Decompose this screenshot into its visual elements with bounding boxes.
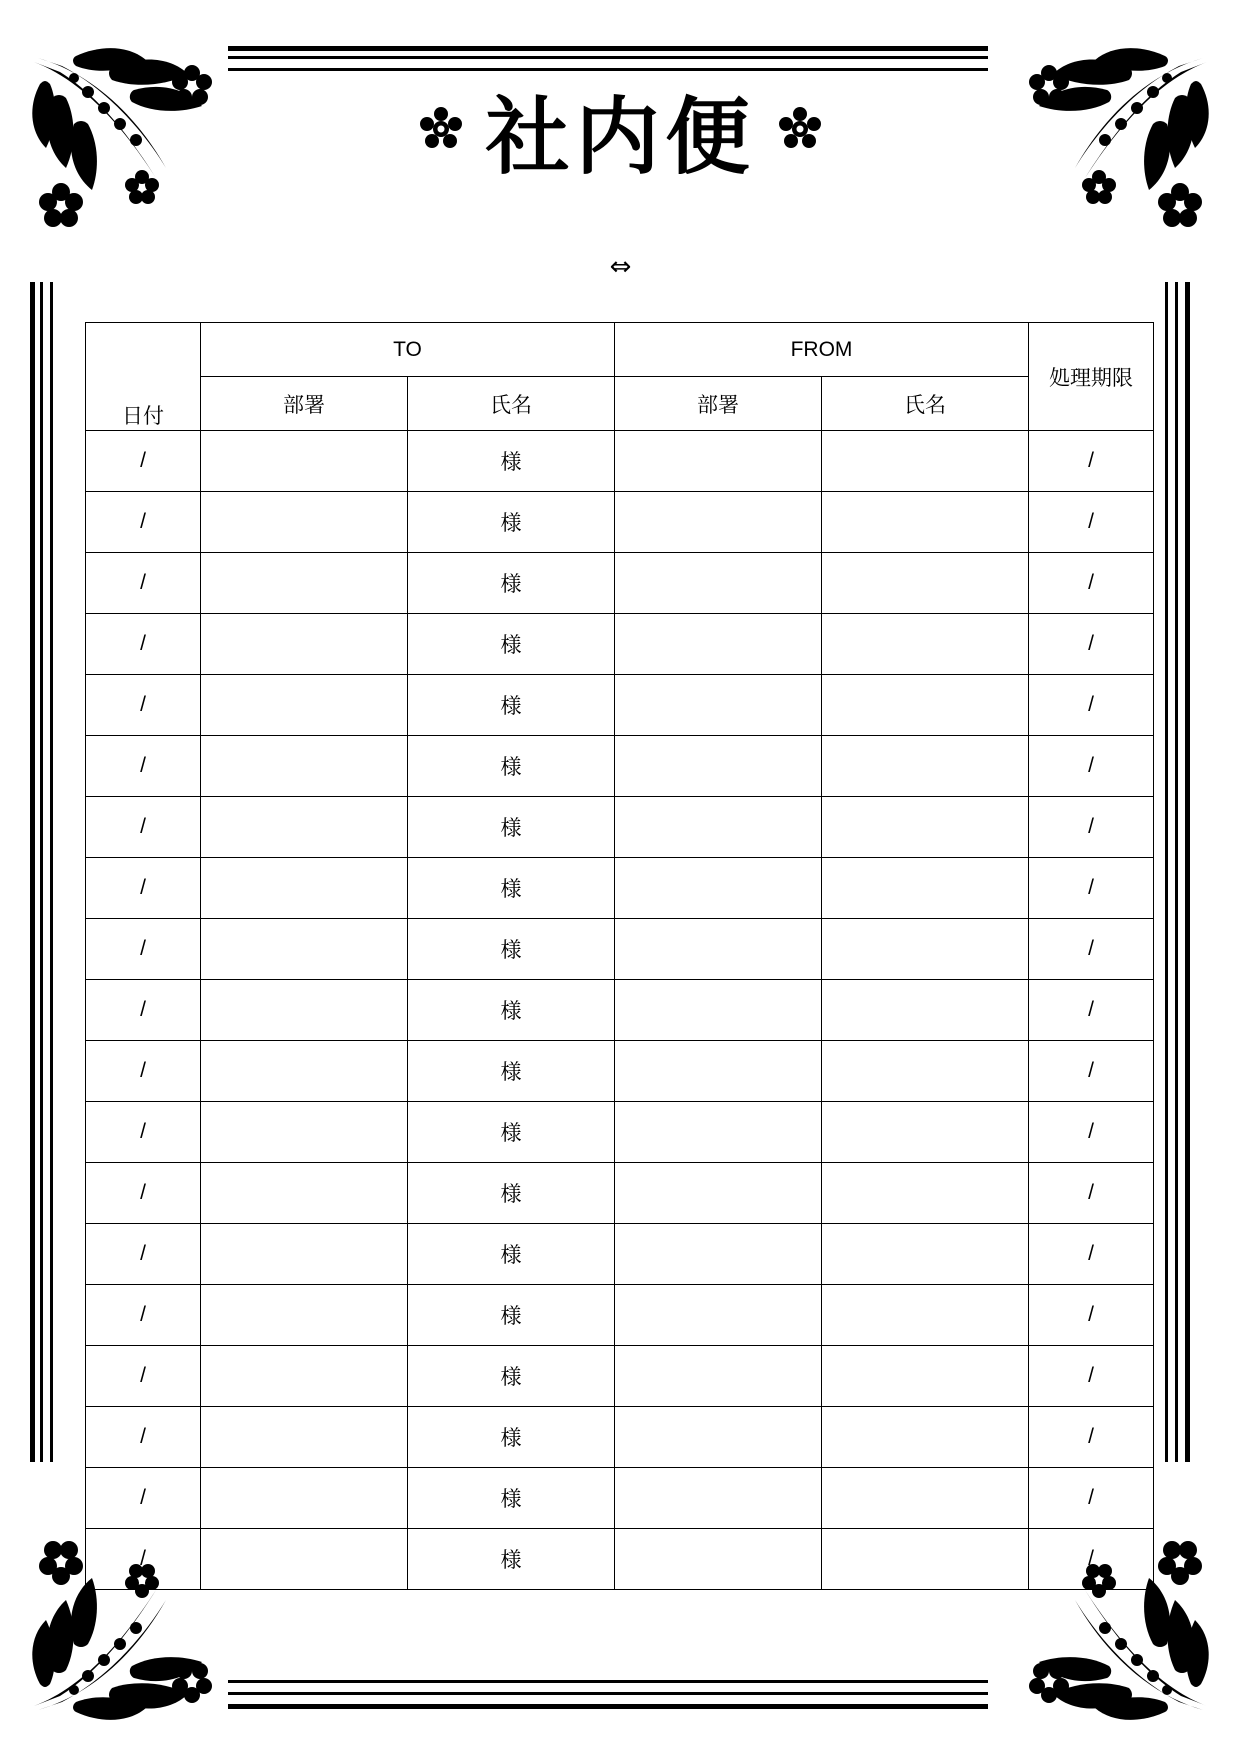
table-row[interactable] (86, 614, 1154, 675)
column-header-from-dept: 部署 (615, 377, 822, 431)
rule-line (1185, 282, 1190, 1462)
cell-to-name[interactable]: 様 (408, 980, 615, 1041)
cell-limit[interactable]: / (1029, 1285, 1154, 1346)
cell-date[interactable]: / (86, 1529, 201, 1590)
cell-date[interactable]: / (86, 1285, 201, 1346)
column-header-to-dept: 部署 (201, 377, 408, 431)
rule-line (228, 46, 988, 51)
cell-from-dept[interactable] (615, 553, 822, 614)
cell-from-name[interactable] (822, 736, 1029, 797)
cell-limit[interactable]: / (1029, 1346, 1154, 1407)
table-row[interactable] (86, 736, 1154, 797)
cell-limit[interactable]: / (1029, 553, 1154, 614)
table-row[interactable] (86, 980, 1154, 1041)
table-header-row-sub (86, 377, 1154, 431)
column-header-to: TO (201, 323, 615, 377)
cell-limit[interactable]: / (1029, 675, 1154, 736)
cell-from-name[interactable] (822, 1407, 1029, 1468)
cell-from-name[interactable] (822, 1224, 1029, 1285)
cell-limit[interactable]: / (1029, 1041, 1154, 1102)
cell-date[interactable]: / (86, 492, 201, 553)
cell-to-name[interactable]: 様 (408, 1041, 615, 1102)
cell-to-dept[interactable] (201, 1407, 408, 1468)
cell-date[interactable]: / (86, 431, 201, 492)
cell-from-dept[interactable] (615, 858, 822, 919)
table-row[interactable] (86, 797, 1154, 858)
page-title (0, 87, 1241, 186)
flower-icon (419, 107, 463, 156)
cell-to-dept[interactable] (201, 1102, 408, 1163)
cell-limit[interactable]: / (1029, 1407, 1154, 1468)
cell-to-name[interactable]: 様 (408, 614, 615, 675)
cell-limit[interactable]: / (1029, 1224, 1154, 1285)
cell-from-dept[interactable] (615, 1346, 822, 1407)
cell-date[interactable]: / (86, 553, 201, 614)
cell-to-dept[interactable] (201, 1529, 408, 1590)
table-row[interactable] (86, 553, 1154, 614)
cell-to-dept[interactable] (201, 797, 408, 858)
table-row[interactable] (86, 1468, 1154, 1529)
cell-limit[interactable]: / (1029, 431, 1154, 492)
cell-to-dept[interactable] (201, 1285, 408, 1346)
cell-limit[interactable]: / (1029, 614, 1154, 675)
cell-to-dept[interactable] (201, 614, 408, 675)
cell-to-dept[interactable] (201, 1041, 408, 1102)
cell-from-dept[interactable] (615, 1163, 822, 1224)
cell-from-name[interactable] (822, 431, 1029, 492)
rule-line (30, 282, 35, 1462)
table-row[interactable] (86, 492, 1154, 553)
column-header-date: 日付 (86, 323, 201, 431)
cell-from-dept[interactable] (615, 614, 822, 675)
cell-to-dept[interactable] (201, 980, 408, 1041)
column-header-limit: 処理期限 (1029, 323, 1154, 431)
cell-from-dept[interactable] (615, 1224, 822, 1285)
table-body (86, 431, 1154, 1590)
cell-from-dept[interactable] (615, 1407, 822, 1468)
cell-from-name[interactable] (822, 919, 1029, 980)
cell-to-dept[interactable] (201, 1224, 408, 1285)
cell-from-name[interactable] (822, 1102, 1029, 1163)
table-row[interactable] (86, 1041, 1154, 1102)
cell-from-dept[interactable] (615, 1468, 822, 1529)
cell-date[interactable]: / (86, 1346, 201, 1407)
cell-from-name[interactable] (822, 1468, 1029, 1529)
cell-limit[interactable]: / (1029, 797, 1154, 858)
cell-limit[interactable]: / (1029, 1102, 1154, 1163)
cell-from-dept[interactable] (615, 1285, 822, 1346)
cell-to-name[interactable]: 様 (408, 431, 615, 492)
cell-to-name[interactable]: 様 (408, 919, 615, 980)
column-header-from-name: 氏名 (822, 377, 1029, 431)
cell-from-name[interactable] (822, 1041, 1029, 1102)
cell-to-dept[interactable] (201, 553, 408, 614)
cell-limit[interactable]: / (1029, 492, 1154, 553)
cell-from-name[interactable] (822, 614, 1029, 675)
table-header-row-main (86, 323, 1154, 377)
cell-to-name[interactable]: 様 (408, 1529, 615, 1590)
table-header (86, 323, 1154, 431)
cell-limit[interactable]: / (1029, 919, 1154, 980)
cell-from-name[interactable] (822, 492, 1029, 553)
cell-from-dept[interactable] (615, 980, 822, 1041)
cell-from-name[interactable] (822, 675, 1029, 736)
cell-to-dept[interactable] (201, 675, 408, 736)
cell-to-name[interactable]: 様 (408, 1407, 615, 1468)
cell-date[interactable]: / (86, 1407, 201, 1468)
table-row[interactable] (86, 1163, 1154, 1224)
cell-limit[interactable]: / (1029, 1468, 1154, 1529)
cell-from-dept[interactable] (615, 736, 822, 797)
cell-date[interactable]: / (86, 736, 201, 797)
table-row[interactable] (86, 1407, 1154, 1468)
cell-to-name[interactable]: 様 (408, 553, 615, 614)
cell-limit[interactable]: / (1029, 858, 1154, 919)
cell-to-name[interactable]: 様 (408, 858, 615, 919)
cell-limit[interactable]: / (1029, 1163, 1154, 1224)
cell-to-dept[interactable] (201, 1163, 408, 1224)
rule-line (228, 56, 988, 59)
cell-date[interactable]: / (86, 919, 201, 980)
rule-line (228, 1680, 988, 1683)
cell-from-dept[interactable] (615, 1102, 822, 1163)
cell-to-name[interactable]: 様 (408, 1102, 615, 1163)
cell-to-name[interactable]: 様 (408, 1163, 615, 1224)
cell-limit[interactable]: / (1029, 1529, 1154, 1590)
cell-limit[interactable]: / (1029, 736, 1154, 797)
rule-line (1175, 282, 1178, 1462)
cell-date[interactable]: / (86, 1041, 201, 1102)
cell-from-dept[interactable] (615, 1529, 822, 1590)
cell-to-dept[interactable] (201, 919, 408, 980)
cell-from-name[interactable] (822, 1529, 1029, 1590)
page-title-text: 社内便 (485, 87, 756, 186)
cell-date[interactable]: / (86, 1102, 201, 1163)
cell-date[interactable]: / (86, 980, 201, 1041)
cell-date[interactable]: / (86, 858, 201, 919)
cell-from-name[interactable] (822, 980, 1029, 1041)
table-row[interactable] (86, 431, 1154, 492)
rule-line (1165, 282, 1168, 1462)
flower-icon (778, 107, 822, 156)
cell-from-name[interactable] (822, 858, 1029, 919)
table-row[interactable] (86, 1346, 1154, 1407)
internal-mail-table (85, 322, 1154, 1590)
cell-to-name[interactable]: 様 (408, 1468, 615, 1529)
cell-from-dept[interactable] (615, 797, 822, 858)
cell-to-dept[interactable] (201, 1346, 408, 1407)
column-header-from: FROM (615, 323, 1029, 377)
cell-date[interactable]: / (86, 675, 201, 736)
bottom-border-rules (228, 1680, 988, 1691)
cell-to-name[interactable]: 様 (408, 1346, 615, 1407)
cell-to-dept[interactable] (201, 492, 408, 553)
column-header-to-name: 氏名 (408, 377, 615, 431)
cell-to-dept[interactable] (201, 736, 408, 797)
rule-line (228, 68, 988, 71)
table-row[interactable] (86, 1529, 1154, 1590)
cell-from-dept[interactable] (615, 492, 822, 553)
rule-line (50, 282, 53, 1462)
cell-date[interactable]: / (86, 1163, 201, 1224)
rule-line (228, 1692, 988, 1695)
table-row[interactable] (86, 919, 1154, 980)
table-row[interactable] (86, 1224, 1154, 1285)
table-row[interactable] (86, 1285, 1154, 1346)
cell-from-dept[interactable] (615, 1041, 822, 1102)
double-arrow-icon: ⇔ (609, 252, 632, 282)
cell-from-dept[interactable] (615, 431, 822, 492)
table-row[interactable] (86, 1102, 1154, 1163)
cell-from-name[interactable] (822, 1285, 1029, 1346)
cell-from-dept[interactable] (615, 919, 822, 980)
table-row[interactable] (86, 858, 1154, 919)
cell-from-dept[interactable] (615, 675, 822, 736)
cell-to-name[interactable]: 様 (408, 1224, 615, 1285)
cell-from-name[interactable] (822, 1346, 1029, 1407)
cell-limit[interactable]: / (1029, 980, 1154, 1041)
cell-from-name[interactable] (822, 797, 1029, 858)
rule-line (228, 1704, 988, 1709)
table-row[interactable] (86, 675, 1154, 736)
cell-from-name[interactable] (822, 1163, 1029, 1224)
cell-to-name[interactable]: 様 (408, 492, 615, 553)
cell-to-dept[interactable] (201, 1468, 408, 1529)
top-border-rules (228, 46, 988, 57)
cell-to-dept[interactable] (201, 858, 408, 919)
cell-date[interactable]: / (86, 1224, 201, 1285)
cell-date[interactable]: / (86, 797, 201, 858)
cell-to-name[interactable]: 様 (408, 797, 615, 858)
cell-to-name[interactable]: 様 (408, 675, 615, 736)
cell-from-name[interactable] (822, 553, 1029, 614)
cell-date[interactable]: / (86, 1468, 201, 1529)
cell-to-dept[interactable] (201, 431, 408, 492)
cell-to-name[interactable]: 様 (408, 736, 615, 797)
cell-to-name[interactable]: 様 (408, 1285, 615, 1346)
cell-date[interactable]: / (86, 614, 201, 675)
rule-line (40, 282, 43, 1462)
